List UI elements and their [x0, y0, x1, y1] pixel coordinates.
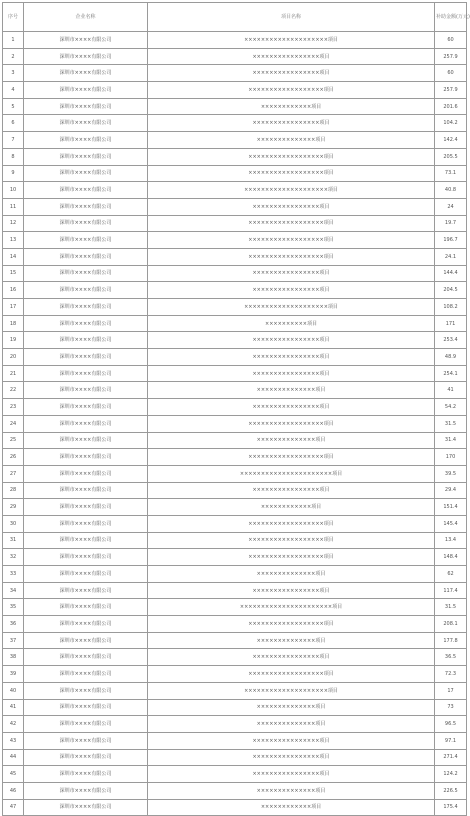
cell-project: ××××××××××××××××××项目: [148, 515, 435, 532]
cell-amount: 40.8: [435, 182, 467, 199]
cell-amount: 205.5: [435, 148, 467, 165]
cell-company: 深圳市××××有限公司: [24, 349, 148, 366]
cell-index: 46: [3, 782, 24, 799]
cell-amount: 257.9: [435, 82, 467, 99]
cell-project: ××××××××××××××××项目: [148, 65, 435, 82]
subsidy-table: [2, 2, 470, 816]
table-row: [3, 115, 467, 132]
cell-project: ××××××××××××××××××项目: [148, 549, 435, 566]
cell-company: 深圳市××××有限公司: [24, 449, 148, 466]
cell-company: 深圳市××××有限公司: [24, 549, 148, 566]
cell-amount: 253.4: [435, 332, 467, 349]
cell-company: 深圳市××××有限公司: [24, 248, 148, 265]
table-row: [3, 399, 467, 416]
cell-company: 深圳市××××有限公司: [24, 115, 148, 132]
cell-company: 深圳市××××有限公司: [24, 65, 148, 82]
cell-amount: 41: [435, 382, 467, 399]
cell-company: 深圳市××××有限公司: [24, 415, 148, 432]
document-page: [2, 2, 470, 816]
cell-project: ××××××××××××××××××项目: [148, 449, 435, 466]
cell-project: ××××××××××××××××项目: [148, 332, 435, 349]
cell-index: 3: [3, 65, 24, 82]
cell-project: ××××××××××××××项目: [148, 566, 435, 583]
cell-company: 深圳市××××有限公司: [24, 799, 148, 816]
cell-project: ××××××××××××××××项目: [148, 48, 435, 65]
cell-index: 10: [3, 182, 24, 199]
cell-company: 深圳市××××有限公司: [24, 532, 148, 549]
table-row: [3, 365, 467, 382]
table-row: [3, 632, 467, 649]
table-row: [3, 716, 467, 733]
table-row: [3, 32, 467, 49]
cell-project: ××××××××××××××××项目: [148, 649, 435, 666]
cell-index: 21: [3, 365, 24, 382]
cell-company: 深圳市××××有限公司: [24, 98, 148, 115]
cell-index: 14: [3, 248, 24, 265]
cell-project: ××××××××××××××××××项目: [148, 248, 435, 265]
cell-amount: 17: [435, 682, 467, 699]
cell-project: ××××××××××××××××项目: [148, 732, 435, 749]
table-row: [3, 682, 467, 699]
cell-index: 36: [3, 616, 24, 633]
cell-index: 1: [3, 32, 24, 49]
table-row: [3, 282, 467, 299]
cell-company: 深圳市××××有限公司: [24, 482, 148, 499]
table-row: [3, 449, 467, 466]
cell-company: 深圳市××××有限公司: [24, 499, 148, 516]
cell-amount: 19.7: [435, 215, 467, 232]
cell-index: 11: [3, 198, 24, 215]
table-row: [3, 299, 467, 316]
cell-index: 33: [3, 566, 24, 583]
table-row: [3, 749, 467, 766]
table-row: [3, 432, 467, 449]
cell-amount: 142.4: [435, 132, 467, 149]
table-row: [3, 349, 467, 366]
cell-company: 深圳市××××有限公司: [24, 616, 148, 633]
cell-company: 深圳市××××有限公司: [24, 782, 148, 799]
cell-company: 深圳市××××有限公司: [24, 332, 148, 349]
cell-amount: 73: [435, 699, 467, 716]
cell-amount: 145.4: [435, 515, 467, 532]
cell-amount: 29.4: [435, 482, 467, 499]
cell-company: 深圳市××××有限公司: [24, 182, 148, 199]
cell-project: ××××××××××××××××项目: [148, 265, 435, 282]
cell-amount: 31.5: [435, 599, 467, 616]
cell-amount: 36.5: [435, 649, 467, 666]
cell-amount: 124.2: [435, 766, 467, 783]
cell-index: 20: [3, 349, 24, 366]
cell-amount: 60: [435, 32, 467, 49]
table-header-row: [3, 3, 467, 32]
table-row: [3, 666, 467, 683]
cell-project: ××××××××××××项目: [148, 98, 435, 115]
cell-company: 深圳市××××有限公司: [24, 265, 148, 282]
cell-index: 32: [3, 549, 24, 566]
cell-amount: 62: [435, 566, 467, 583]
cell-index: 7: [3, 132, 24, 149]
cell-amount: 24.1: [435, 248, 467, 265]
cell-amount: 271.4: [435, 749, 467, 766]
table-row: [3, 382, 467, 399]
cell-company: 深圳市××××有限公司: [24, 666, 148, 683]
cell-index: 9: [3, 165, 24, 182]
cell-company: 深圳市××××有限公司: [24, 582, 148, 599]
cell-index: 2: [3, 48, 24, 65]
cell-project: ××××××××××××××××××项目: [148, 232, 435, 249]
cell-project: ××××××××××××××项目: [148, 632, 435, 649]
cell-project: ××××××××××××××项目: [148, 699, 435, 716]
cell-amount: 196.7: [435, 232, 467, 249]
cell-company: 深圳市××××有限公司: [24, 82, 148, 99]
cell-company: 深圳市××××有限公司: [24, 232, 148, 249]
table-row: [3, 616, 467, 633]
cell-index: 37: [3, 632, 24, 649]
cell-company: 深圳市××××有限公司: [24, 282, 148, 299]
cell-project: ××××××××××××××××项目: [148, 198, 435, 215]
cell-company: 深圳市××××有限公司: [24, 382, 148, 399]
cell-index: 16: [3, 282, 24, 299]
cell-amount: 144.4: [435, 265, 467, 282]
cell-index: 23: [3, 399, 24, 416]
cell-project: ××××××××××××××项目: [148, 716, 435, 733]
cell-amount: 72.3: [435, 666, 467, 683]
table-row: [3, 215, 467, 232]
table-row: [3, 98, 467, 115]
table-row: [3, 165, 467, 182]
table-row: [3, 415, 467, 432]
table-row: [3, 649, 467, 666]
cell-project: ××××××××××××××项目: [148, 432, 435, 449]
cell-amount: 108.2: [435, 299, 467, 316]
table-row: [3, 499, 467, 516]
cell-amount: 117.4: [435, 582, 467, 599]
cell-amount: 254.1: [435, 365, 467, 382]
cell-company: 深圳市××××有限公司: [24, 315, 148, 332]
cell-index: 22: [3, 382, 24, 399]
cell-index: 5: [3, 98, 24, 115]
table-row: [3, 332, 467, 349]
cell-company: 深圳市××××有限公司: [24, 699, 148, 716]
cell-index: 8: [3, 148, 24, 165]
cell-amount: 226.5: [435, 782, 467, 799]
cell-project: ××××××××××××××××项目: [148, 482, 435, 499]
table-row: [3, 315, 467, 332]
cell-index: 45: [3, 766, 24, 783]
cell-project: ××××××××××××××××××××项目: [148, 682, 435, 699]
table-row: [3, 82, 467, 99]
cell-company: 深圳市××××有限公司: [24, 32, 148, 49]
cell-project: ××××××××××××××××项目: [148, 399, 435, 416]
cell-index: 44: [3, 749, 24, 766]
cell-project: ××××××××××××××××××项目: [148, 165, 435, 182]
cell-project: ××××××××××××××项目: [148, 132, 435, 149]
table-row: [3, 198, 467, 215]
cell-company: 深圳市××××有限公司: [24, 215, 148, 232]
cell-project: ××××××××××××××××××项目: [148, 415, 435, 432]
cell-index: 41: [3, 699, 24, 716]
table-row: [3, 566, 467, 583]
cell-project: ××××××××××××××××××××项目: [148, 182, 435, 199]
cell-project: ××××××××××××××××项目: [148, 365, 435, 382]
table-row: [3, 766, 467, 783]
cell-index: 13: [3, 232, 24, 249]
cell-company: 深圳市××××有限公司: [24, 148, 148, 165]
cell-company: 深圳市××××有限公司: [24, 465, 148, 482]
table-row: [3, 549, 467, 566]
cell-amount: 177.8: [435, 632, 467, 649]
cell-project: ××××××××××××××××××××××项目: [148, 599, 435, 616]
header-company: 企业名称: [24, 3, 148, 32]
cell-project: ××××××××××项目: [148, 315, 435, 332]
cell-index: 19: [3, 332, 24, 349]
cell-project: ××××××××××××××××××项目: [148, 215, 435, 232]
table-row: [3, 65, 467, 82]
cell-project: ××××××××××××项目: [148, 499, 435, 516]
cell-amount: 73.1: [435, 165, 467, 182]
cell-project: ××××××××××××××××××项目: [148, 532, 435, 549]
cell-project: ××××××××××××××××项目: [148, 749, 435, 766]
cell-index: 17: [3, 299, 24, 316]
cell-amount: 31.5: [435, 415, 467, 432]
cell-index: 24: [3, 415, 24, 432]
cell-amount: 208.1: [435, 616, 467, 633]
table-row: [3, 599, 467, 616]
cell-index: 4: [3, 82, 24, 99]
cell-index: 34: [3, 582, 24, 599]
cell-project: ××××××××××××××××××项目: [148, 148, 435, 165]
cell-index: 42: [3, 716, 24, 733]
cell-amount: 148.4: [435, 549, 467, 566]
cell-company: 深圳市××××有限公司: [24, 132, 148, 149]
cell-amount: 48.9: [435, 349, 467, 366]
cell-project: ××××××××××××××项目: [148, 782, 435, 799]
cell-amount: 171: [435, 315, 467, 332]
cell-index: 39: [3, 666, 24, 683]
cell-company: 深圳市××××有限公司: [24, 432, 148, 449]
cell-index: 38: [3, 649, 24, 666]
cell-company: 深圳市××××有限公司: [24, 365, 148, 382]
header-project: 项目名称: [148, 3, 435, 32]
table-row: [3, 248, 467, 265]
table-row: [3, 799, 467, 816]
cell-amount: 104.2: [435, 115, 467, 132]
cell-project: ××××××××××××××××××××××项目: [148, 465, 435, 482]
cell-index: 43: [3, 732, 24, 749]
cell-project: ××××××××××××××××××项目: [148, 666, 435, 683]
cell-amount: 31.4: [435, 432, 467, 449]
cell-company: 深圳市××××有限公司: [24, 198, 148, 215]
cell-project: ××××××××××××××××××××项目: [148, 299, 435, 316]
cell-amount: 60: [435, 65, 467, 82]
table-row: [3, 465, 467, 482]
cell-index: 15: [3, 265, 24, 282]
table-row: [3, 132, 467, 149]
cell-project: ××××××××××××××××××项目: [148, 616, 435, 633]
cell-amount: 204.5: [435, 282, 467, 299]
table-row: [3, 232, 467, 249]
cell-index: 25: [3, 432, 24, 449]
cell-index: 31: [3, 532, 24, 549]
cell-amount: 170: [435, 449, 467, 466]
cell-company: 深圳市××××有限公司: [24, 749, 148, 766]
table-row: [3, 782, 467, 799]
cell-index: 27: [3, 465, 24, 482]
table-row: [3, 515, 467, 532]
cell-amount: 13.4: [435, 532, 467, 549]
cell-amount: 96.5: [435, 716, 467, 733]
cell-project: ××××××××××××××××项目: [148, 282, 435, 299]
cell-index: 35: [3, 599, 24, 616]
cell-amount: 39.5: [435, 465, 467, 482]
cell-project: ××××××××××××××××项目: [148, 115, 435, 132]
cell-index: 18: [3, 315, 24, 332]
cell-amount: 257.9: [435, 48, 467, 65]
cell-amount: 201.6: [435, 98, 467, 115]
cell-company: 深圳市××××有限公司: [24, 766, 148, 783]
cell-index: 29: [3, 499, 24, 516]
cell-amount: 24: [435, 198, 467, 215]
cell-index: 12: [3, 215, 24, 232]
cell-company: 深圳市××××有限公司: [24, 732, 148, 749]
table-row: [3, 148, 467, 165]
table-row: [3, 265, 467, 282]
cell-project: ××××××××××××××××项目: [148, 349, 435, 366]
cell-project: ××××××××××××××××项目: [148, 582, 435, 599]
cell-company: 深圳市××××有限公司: [24, 682, 148, 699]
table-row: [3, 182, 467, 199]
cell-amount: 151.4: [435, 499, 467, 516]
cell-project: ××××××××××××××××××××项目: [148, 32, 435, 49]
cell-index: 30: [3, 515, 24, 532]
table-row: [3, 582, 467, 599]
cell-index: 26: [3, 449, 24, 466]
cell-project: ××××××××××××××××项目: [148, 766, 435, 783]
cell-company: 深圳市××××有限公司: [24, 165, 148, 182]
table-row: [3, 482, 467, 499]
cell-project: ××××××××××××××项目: [148, 382, 435, 399]
table-row: [3, 48, 467, 65]
cell-company: 深圳市××××有限公司: [24, 716, 148, 733]
cell-project: ××××××××××××××××××项目: [148, 82, 435, 99]
cell-amount: 97.1: [435, 732, 467, 749]
cell-company: 深圳市××××有限公司: [24, 299, 148, 316]
cell-amount: 54.2: [435, 399, 467, 416]
cell-project: ××××××××××××项目: [148, 799, 435, 816]
cell-company: 深圳市××××有限公司: [24, 632, 148, 649]
table-row: [3, 699, 467, 716]
cell-company: 深圳市××××有限公司: [24, 48, 148, 65]
cell-index: 47: [3, 799, 24, 816]
cell-company: 深圳市××××有限公司: [24, 599, 148, 616]
header-amount: 补助金额(万元): [435, 3, 467, 32]
table-row: [3, 532, 467, 549]
cell-company: 深圳市××××有限公司: [24, 399, 148, 416]
cell-amount: 175.4: [435, 799, 467, 816]
cell-index: 40: [3, 682, 24, 699]
cell-index: 28: [3, 482, 24, 499]
cell-company: 深圳市××××有限公司: [24, 649, 148, 666]
cell-index: 6: [3, 115, 24, 132]
cell-company: 深圳市××××有限公司: [24, 515, 148, 532]
table-row: [3, 732, 467, 749]
cell-company: 深圳市××××有限公司: [24, 566, 148, 583]
header-index: 序号: [3, 3, 24, 32]
